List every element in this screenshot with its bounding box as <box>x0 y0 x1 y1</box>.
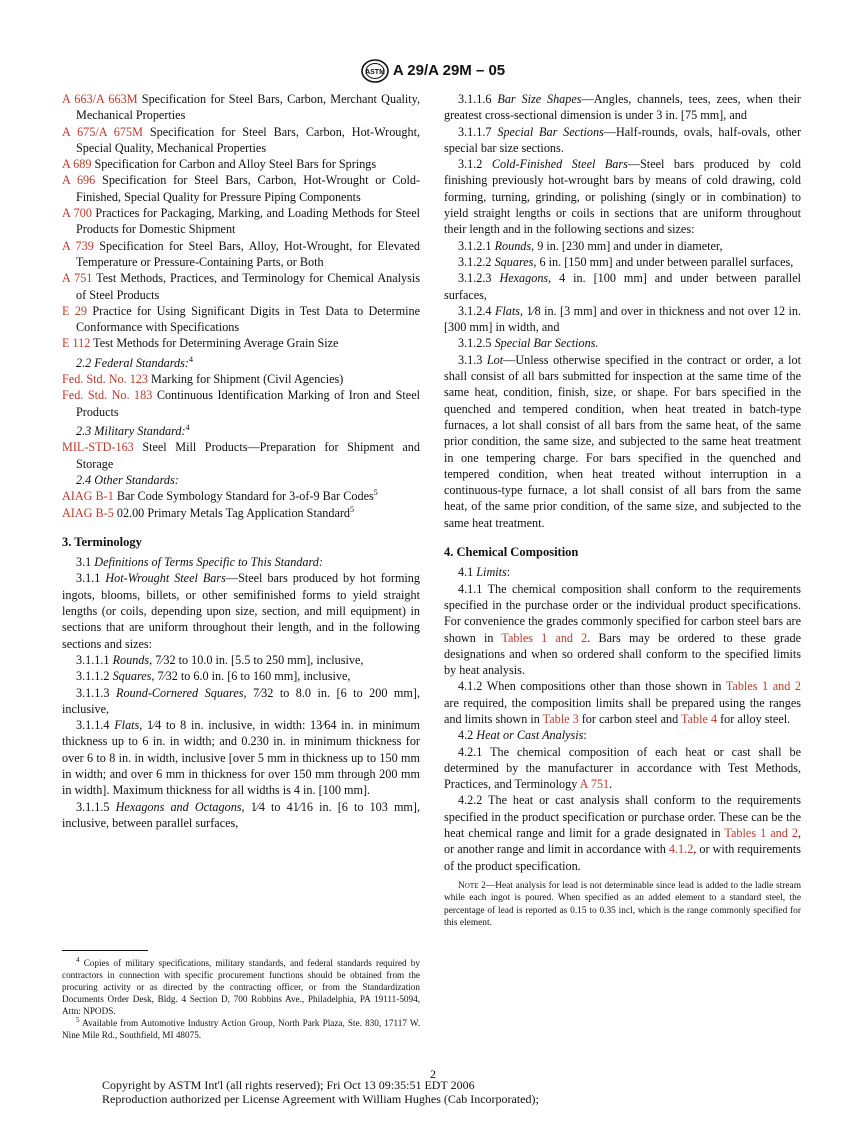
left-column <box>62 91 420 831</box>
paragraph: 3.1.2 Cold-Finished Steel Bars—Steel bars produced by cold finishing previously hot-wrought bars by means of cold drawing, cold forming, turning, grinding, or polishing (singly or in combination) to yield straight lengths or coils in sections that are uniform throughout their length and in the following sections and sizes: <box>444 157 801 237</box>
reference-item: A 675/A 675M Specification for Steel Bars, Carbon, Hot-Wrought, Special Quality, Mechanical Properties <box>62 124 420 155</box>
page-header <box>0 58 866 84</box>
reference-link[interactable]: A 696 <box>62 173 96 188</box>
reference-link[interactable]: A 739 <box>62 238 94 253</box>
reference-link[interactable]: A 751 <box>62 271 93 286</box>
paragraph: 3.1.1.6 Bar Size Shapes—Angles, channels, tees, zees, when their greatest cross-sectional dimension is under 3 in. [75 mm], and <box>444 92 801 123</box>
paragraph: 3.1.1.3 Round-Cornered Squares, 7⁄32 to 8.0 in. [6 to 200 mm], inclusive, <box>62 685 420 716</box>
paragraph: 4.1 Limits: <box>458 565 511 580</box>
paragraph: 4.2 Heat or Cast Analysis: <box>458 728 587 743</box>
referenced-documents-list <box>62 91 420 352</box>
footnotes <box>62 950 420 1041</box>
paragraph: 3.1.2.1 Rounds, 9 in. [230 mm] and under in diameter, <box>458 238 723 253</box>
reference-link[interactable]: AIAG B-1 <box>62 489 114 504</box>
reference-item: A 696 Specification for Steel Bars, Carbon, Hot-Wrought or Cold-Finished, Special Quality for Pressure Piping Components <box>62 173 420 204</box>
reference-link[interactable]: A 689 <box>62 157 92 172</box>
paragraph: 4.1.1 The chemical composition shall conform to the requirements specified in the purchase order or the individual product specifications. For convenience the grades commonly specified for carbon steel bars are shown in Tables 1 and 2. Bars may be ordered to these grade designations and when so ordered shall conform to the specified limits by heat analysis. <box>444 581 801 678</box>
reference-item: A 700 Practices for Packaging, Marking, and Loading Methods for Steel Products for Domestic Shipment <box>62 206 420 237</box>
astm-logo-text: ASTM <box>364 69 385 76</box>
reference-link[interactable]: AIAG B-5 <box>62 505 114 520</box>
reference-link[interactable]: A 700 <box>62 206 92 221</box>
terminology-heading: 3. Terminology <box>62 534 142 549</box>
note: Note 2—Heat analysis for lead is not determinable since lead is added to the ladle stream while each ingot is poured. When specified as an added element to a standard steel, the percentage of lead is reported as 0.15 to 0.35 incl, which is the range commonly specified for this element. <box>444 880 801 929</box>
paragraph: 3.1.1.7 Special Bar Sections—Half-rounds, ovals, half-ovals, other special bar size sections. <box>444 124 802 155</box>
paragraph: 3.1.1.5 Hexagons and Octagons, 1⁄4 to 41⁄16 in. [6 to 103 mm], inclusive, between parallel surfaces, <box>62 799 421 830</box>
paragraph: 3.1.2.3 Hexagons, 4 in. [100 mm] and under between parallel surfaces, <box>444 271 802 302</box>
reference-item: A 739 Specification for Steel Bars, Alloy, Hot-Wrought, for Elevated Temperature or Pressure-Containing Parts, or Both <box>62 238 420 269</box>
footnote-divider <box>62 950 148 951</box>
paragraph: 3.1.2.5 Special Bar Sections. <box>458 336 599 351</box>
reference-item: AIAG B-5 02.00 Primary Metals Tag Application Standard$^5$ <box>62 504 354 520</box>
reference-link[interactable]: E 112 <box>62 336 91 351</box>
reference-link[interactable]: A 675/A 675M <box>62 124 143 139</box>
document-number: A 29/A 29M – 05 <box>392 61 506 79</box>
paragraph: 3.1.1 Hot-Wrought Steel Bars—Steel bars produced by hot forming ingots, blooms, billets, or other semifinished forms to yield straight lengths (or coils, depending upon size, section, and mill equipment) in sections that are uniform throughout their length, and in the following sections and sizes: <box>62 571 420 651</box>
reference-item: Fed. Std. No. 183 Continuous Identification Marking of Iron and Steel Products <box>62 388 420 419</box>
astm-logo-icon <box>361 59 389 83</box>
paragraph: 3.1.1.1 Rounds, 7⁄32 to 10.0 in. [5.5 to 250 mm], inclusive, <box>76 652 364 667</box>
military-standard-heading: 2.3 Military Standard:$^4$ <box>76 423 190 439</box>
paragraph: 3.1.3 Lot—Unless otherwise specified in the contract or order, a lot shall consist of all bars submitted for inspection at the same time of the same heat, condition, finish, size, or shape. For bars specified in the quenched and tempered condition, when heat treated in batch-type furnaces, a lot shall consist of all bars from the same heat, of the same prior condition, the same size, and subjected to the same heat treatment in one tempering charge. For bars specified in the quenched and tempered condition, when heat treated without interruption in a continuous-type furnace, a lot shall consist of all bars from the same heat, of the same prior condition, of the same size, and subjected to the same heat treatment. <box>444 352 801 530</box>
reference-item: Fed. Std. No. 123 Marking for Shipment (Civil Agencies) <box>62 372 344 387</box>
reference-item: E 112 Test Methods for Determining Average Grain Size <box>62 336 339 351</box>
table-link[interactable]: Table 4 <box>681 711 718 726</box>
table-link[interactable]: Tables 1 and 2 <box>501 630 588 645</box>
right-column <box>444 91 801 930</box>
federal-standards-heading: 2.2 Federal Standards:$^4$ <box>76 354 193 370</box>
reference-link[interactable]: Fed. Std. No. 183 <box>62 388 153 403</box>
paragraph: 3.1.1.2 Squares, 7⁄32 to 6.0 in. [6 to 160 mm], inclusive, <box>76 669 351 684</box>
footnote: $^4$ Copies of military specifications, military standards, and federal standards required by contractors in connection with specific procurement functions should be obtained from the procuring activity or as directed by the contracting officer, or from the Standardization Documents Order Desk, Bldg. 4 Section D, 700 Robbins Ave., Philadelphia, PA 19111-5094, Attn: NPODS. <box>62 955 420 1016</box>
reference-item: MIL-STD-163 Steel Mill Products—Preparation for Shipment and Storage <box>62 440 420 471</box>
page-number: 2 <box>430 1067 436 1081</box>
reference-link[interactable]: E 29 <box>62 303 88 318</box>
copyright-notice <box>102 1079 539 1106</box>
reference-item: AIAG B-1 Bar Code Symbology Standard for 3-of-9 Bar Codes$^5$ <box>62 488 378 504</box>
paragraph: 4.1.2 When compositions other than those shown in Tables 1 and 2 are required, the composition limits shall be prepared using the ranges and limits shown in Table 3 for carbon steel and Table 4 for alloy steel. <box>444 679 801 726</box>
reference-link[interactable]: MIL-STD-163 <box>62 440 134 455</box>
paragraph: 3.1.2.4 Flats, 1⁄8 in. [3 mm] and over in thickness and not over 12 in. [300 mm] in width, and <box>444 303 801 335</box>
footnote: $^5$ Available from Automotive Industry Action Group, North Park Plaza, Ste. 830, 17117 W. Nine Mile Rd., Southfield, MI 48075. <box>62 1015 420 1040</box>
reference-link[interactable]: A 751 <box>579 777 610 792</box>
table-link[interactable]: Tables 1 and 2 <box>725 679 801 694</box>
copyright-line: Copyright by ASTM Int'l (all rights reserved); Fri Oct 13 09:35:51 EDT 2006 <box>102 1078 475 1092</box>
reference-item: A 751 Test Methods, Practices, and Terminology for Chemical Analysis of Steel Products <box>62 271 420 302</box>
reference-item: E 29 Practice for Using Significant Digits in Test Data to Determine Conformance with Specifications <box>62 303 420 335</box>
paragraph: 3.1.1.4 Flats, 1⁄4 to 8 in. inclusive, in width: 13⁄64 in. in minimum thickness up to 6 in. in width; and 0.230 in. in minimum thickness for over 6 to 8 in. in width, inclusive [over 5 mm in thickness up to 150 mm in width; and over 6 mm in thickness for over 150 mm through 200 mm in width]. Maximum thickness for all widths is 4 in. [100 mm]. <box>62 718 420 798</box>
paragraph: 3.1.2.2 Squares, 6 in. [150 mm] and under between parallel surfaces, <box>458 254 794 269</box>
reference-item: A 689 Specification for Carbon and Alloy Steel Bars for Springs <box>62 157 377 172</box>
table-link[interactable]: Tables 1 and 2 <box>724 826 798 841</box>
paragraph: 4.2.1 The chemical composition of each heat or cast shall be determined by the manufacturer in accordance with Test Methods, Practices, and Terminology A 751. <box>444 744 801 792</box>
paragraph: 4.2.2 The heat or cast analysis shall conform to the requirements specified in the product specification or purchase order. These can be the heat chemical range and limit for a grade designated in Tables 1 and 2, or another range and limit in accordance with 4.1.2, or with requirements of the product specification. <box>444 793 802 873</box>
table-link[interactable]: Table 3 <box>542 711 579 726</box>
chemical-composition-heading: 4. Chemical Composition <box>444 545 579 560</box>
other-standards-heading: 2.4 Other Standards: <box>76 472 179 487</box>
reference-item: A 663/A 663M Specification for Steel Bars, Carbon, Merchant Quality, Mechanical Properties <box>62 92 420 123</box>
section-link[interactable]: 4.1.2 <box>668 842 694 857</box>
reproduction-line: Reproduction authorized per License Agreement with William Hughes (Cab Incorporated); <box>102 1091 539 1106</box>
paragraph: 3.1 Definitions of Terms Specific to This Standard: <box>76 555 323 570</box>
reference-link[interactable]: A 663/A 663M <box>62 92 138 106</box>
reference-link[interactable]: Fed. Std. No. 123 <box>62 372 148 387</box>
